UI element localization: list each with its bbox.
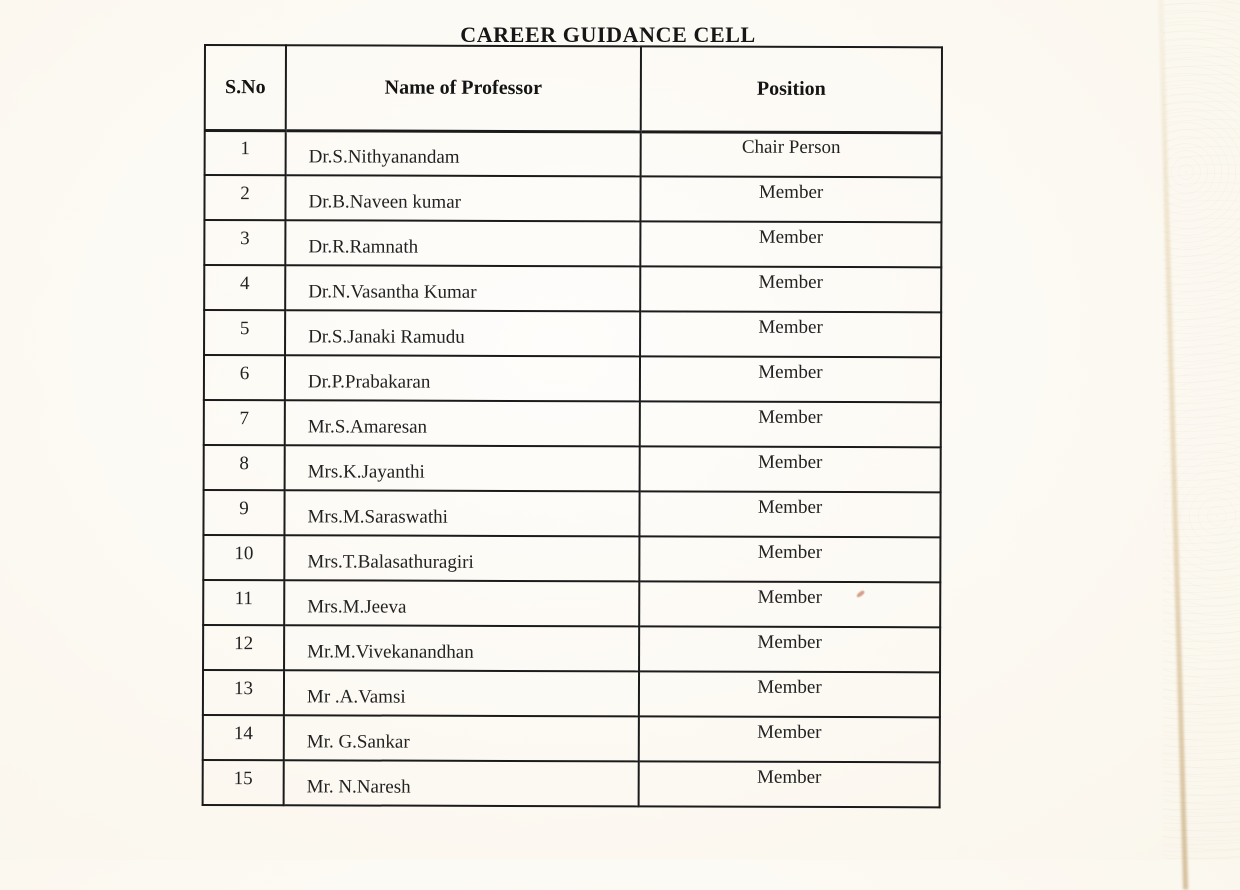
row-position-cell	[639, 716, 940, 762]
row-sno-cell	[204, 400, 285, 445]
row-sno-cell	[203, 760, 284, 805]
paper-fold-crease	[1158, 0, 1188, 890]
row-position-cell	[639, 581, 940, 627]
row-name-cell-text: Dr.B.Naveen kumar	[308, 190, 462, 213]
table-row	[204, 220, 941, 267]
row-position-cell	[640, 446, 941, 492]
row-position-cell	[641, 131, 942, 177]
table-row	[203, 490, 940, 537]
row-sno-cell	[204, 220, 285, 265]
row-name-cell	[284, 625, 639, 671]
row-sno-cell-text: 15	[233, 767, 253, 789]
table-row	[203, 670, 940, 717]
row-position-cell-text: Member	[758, 406, 823, 428]
row-name-cell-text: Mrs.T.Balasathuragiri	[307, 550, 474, 573]
row-name-cell-text: Dr.S.Janaki Ramudu	[308, 325, 465, 348]
row-position-cell-text: Member	[757, 586, 822, 608]
table-body	[203, 130, 942, 807]
row-position-cell	[640, 311, 941, 357]
row-position-cell-text: Member	[757, 496, 823, 518]
row-sno-cell-text: 13	[233, 677, 254, 699]
row-position-cell-text: Member	[757, 721, 822, 743]
row-name-cell-text: Mr .A.Vamsi	[306, 685, 406, 708]
table-row	[204, 175, 941, 222]
table-row	[205, 130, 942, 177]
table-row	[203, 715, 940, 762]
column-header-name: Name of Professor	[286, 45, 641, 131]
row-name-cell	[285, 355, 640, 401]
table-header-row	[205, 45, 942, 132]
table-row	[203, 760, 940, 807]
table-row	[204, 355, 941, 402]
row-sno-cell	[204, 355, 285, 400]
table-row	[204, 400, 941, 447]
row-position-cell	[640, 401, 941, 447]
row-sno-cell-text: 12	[234, 632, 254, 654]
row-sno-cell-text: 9	[239, 497, 249, 519]
table-row	[203, 580, 940, 627]
page-title: CAREER GUIDANCE CELL	[460, 21, 756, 47]
row-name-cell	[285, 175, 640, 221]
row-position-cell-text: Member	[757, 451, 823, 473]
row-sno-cell-text: 3	[240, 227, 250, 249]
table-row	[204, 310, 941, 357]
row-name-cell	[284, 715, 639, 761]
row-name-cell-text: Mrs.K.Jayanthi	[307, 460, 425, 483]
row-name-cell	[284, 535, 639, 581]
row-sno-cell-text: 8	[239, 452, 249, 474]
row-name-cell-text: Mrs.M.Jeeva	[307, 595, 407, 618]
row-position-cell	[640, 221, 941, 267]
row-position-cell	[640, 176, 941, 222]
row-name-cell	[286, 130, 641, 176]
paper-texture	[1163, 0, 1240, 860]
table-row	[204, 445, 941, 492]
row-name-cell	[285, 310, 640, 356]
row-name-cell-text: Mr. N.Naresh	[306, 775, 411, 798]
row-sno-cell-text: 14	[233, 722, 253, 744]
row-position-cell	[639, 626, 940, 672]
row-name-cell	[285, 220, 640, 266]
row-position-cell-text: Member	[758, 361, 823, 383]
row-position-cell	[639, 761, 940, 807]
row-sno-cell	[204, 445, 285, 490]
row-name-cell-text: Dr.N.Vasantha Kumar	[308, 280, 477, 303]
row-sno-cell	[204, 310, 285, 355]
row-sno-cell-text: 5	[239, 317, 250, 339]
row-position-cell	[639, 536, 940, 582]
row-position-cell	[640, 266, 941, 312]
column-header-position: Position	[641, 46, 942, 132]
row-sno-cell-text: 4	[239, 272, 250, 294]
row-sno-cell	[203, 535, 284, 580]
row-sno-cell	[203, 625, 284, 670]
row-sno-cell-text: 6	[239, 362, 250, 384]
row-position-cell-text: Member	[758, 181, 824, 203]
row-position-cell-text: Member	[757, 541, 823, 563]
row-sno-cell	[205, 130, 286, 175]
row-name-cell	[284, 490, 639, 536]
row-name-cell-text: Mr.M.Vivekanandhan	[307, 640, 474, 663]
row-position-cell	[639, 491, 940, 537]
row-sno-cell	[203, 490, 284, 535]
row-sno-cell-text: 11	[234, 587, 253, 609]
row-name-cell-text: Dr.R.Ramnath	[308, 235, 419, 258]
row-name-cell-text: Mrs.M.Saraswathi	[307, 505, 448, 528]
committee-table	[202, 44, 943, 808]
row-sno-cell	[203, 670, 284, 715]
row-name-cell	[285, 445, 640, 491]
table-row	[204, 265, 941, 312]
row-sno-cell	[204, 175, 285, 220]
row-name-cell-text: Dr.S.Nithyanandam	[308, 146, 460, 168]
row-position-cell-text: Chair Person	[741, 136, 841, 158]
row-name-cell-text: Dr.P.Prabakaran	[307, 370, 431, 393]
row-position-cell-text: Member	[758, 271, 823, 293]
row-sno-cell-text: 2	[240, 182, 250, 204]
row-position-cell-text: Member	[758, 226, 824, 248]
row-position-cell	[639, 671, 940, 717]
table-row	[203, 625, 940, 672]
row-sno-cell-text: 1	[240, 137, 250, 159]
row-name-cell	[284, 580, 639, 626]
row-position-cell-text: Member	[757, 676, 822, 698]
row-sno-cell	[204, 265, 285, 310]
column-header-sno: S.No	[205, 45, 286, 130]
row-sno-cell-text: 10	[234, 542, 254, 564]
row-name-cell-text: Mr. G.Sankar	[306, 730, 410, 753]
row-position-cell	[640, 356, 941, 402]
row-name-cell	[285, 265, 640, 311]
row-name-cell	[285, 400, 640, 446]
row-name-cell	[284, 760, 639, 806]
row-sno-cell	[203, 580, 284, 625]
row-position-cell-text: Member	[757, 631, 822, 653]
row-position-cell-text: Member	[756, 766, 822, 788]
row-position-cell-text: Member	[758, 316, 823, 338]
row-name-cell-text: Mr.S.Amaresan	[307, 415, 428, 438]
row-sno-cell-text: 7	[239, 407, 250, 429]
row-sno-cell	[203, 715, 284, 760]
row-name-cell	[284, 670, 639, 716]
table-row	[203, 535, 940, 582]
